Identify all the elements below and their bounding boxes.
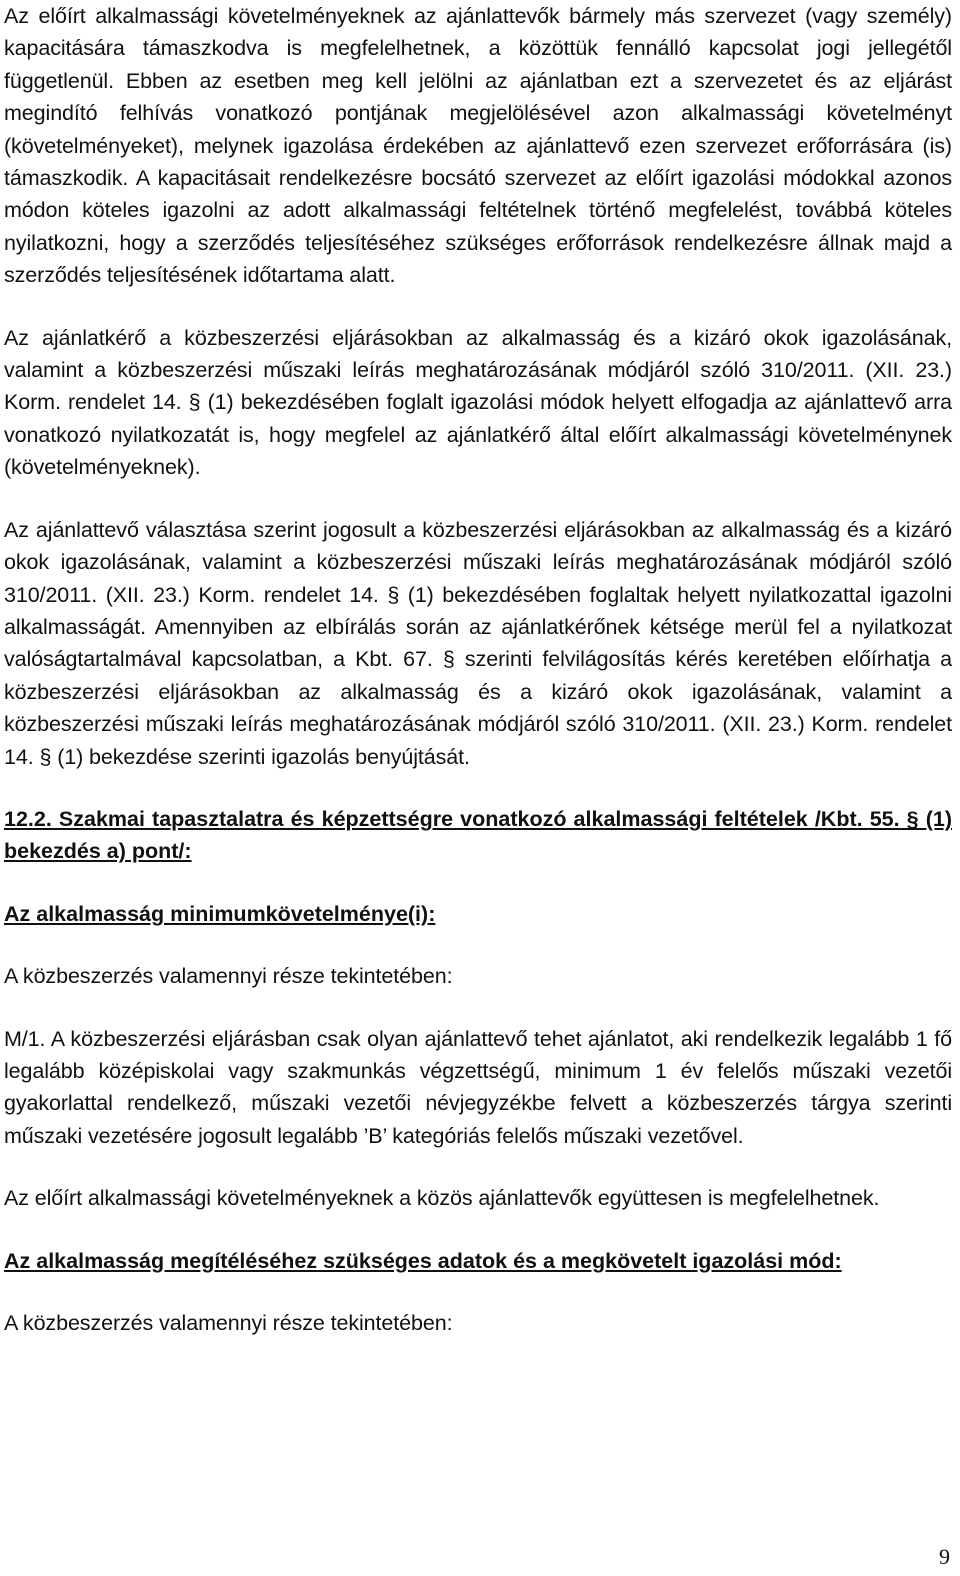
spacer — [4, 292, 952, 322]
spacer — [4, 1215, 952, 1245]
paragraph-capacity-reliance: Az előírt alkalmassági követelményeknek az ajánlattevők bármely más szervezet (vagy személy) kapacitására támaszkodva is megfelelhetnek, a közöttük fennálló kapcsolat jogi jellegétől függetlenül. Ebben az esetben meg kell jelölni az ajánlatban ezt a szervezetet és az eljárást megindító felhívás vonatkozó pontjának megjelölésével azon alkalmassági követelményt (követelményeket), melynek igazolása érdekében az ajánlattevő ezen szervezet erőforrására (is) támaszkodik. A kapacitásait rendelkezésre bocsátó szervezet az előírt igazolási módokkal azonos módon köteles igazolni az adott alkalmassági feltételnek történő megfelelést, továbbá köteles nyilatkozni, hogy a szerződés teljesítéséhez szükséges erőforrások rendelkezésre állnak majd a szerződés teljesítésének időtartama alatt. — [4, 4, 952, 288]
spacer — [4, 1277, 952, 1307]
paragraph-declaration-acceptance: Az ajánlatkérő a közbeszerzési eljárásokban az alkalmasság és a kizáró okok igazolásának, valamint a közbeszerzési műszaki leírás meghatározásának módjáról szóló 310/2011. (XII. 23.) Korm. rendelet 14. § (1) bekezdésében foglalt igazolási módok helyett elfogadja az ajánlattevő arra vonatkozó nyilatkozatát is, hogy megfelel az ajánlatkérő által előírt alkalmassági követelménynek (követelményeknek). — [4, 325, 952, 480]
section-heading-minimum-requirements: Az alkalmasság minimumkövetelménye(i): — [4, 901, 436, 926]
paragraph-scope-all-parts: A közbeszerzés valamennyi része tekintetében: — [4, 964, 453, 989]
paragraph-m1-requirement: M/1. A közbeszerzési eljárásban csak olyan ajánlattevő tehet ajánlatot, aki rendelkezik legalább 1 fő legalább középiskolai vagy szakmunkás végzettségű, minimum 1 év felelős műszaki vezetői gyakorlattal rendelkező, műszaki vezetői névjegyzékbe felvett a közbeszerzés tárgya szerinti műszaki vezetésére jogosult legalább ’B’ kategóriás felelős műszaki vezetővel. — [4, 1026, 952, 1148]
document-page — [4, 0, 952, 1339]
paragraph-scope-all-parts-2: A közbeszerzés valamennyi része tekintetében: — [4, 1311, 453, 1335]
spacer — [4, 930, 952, 960]
spacer — [4, 868, 952, 898]
spacer — [4, 993, 952, 1023]
section-heading-professional-experience: 12.2. Szakmai tapasztalatra és képzettségre vonatkozó alkalmassági feltételek /Kbt. 55. § (1) bekezdés a) pont/: — [4, 806, 952, 864]
spacer — [4, 484, 952, 514]
page-number: 9 — [939, 1544, 950, 1569]
paragraph-joint-bidders: Az előírt alkalmassági követelményeknek a közös ajánlattevők együttesen is megfelelhetnek. — [4, 1186, 880, 1211]
section-heading-required-data: Az alkalmasság megítéléséhez szükséges adatok és a megkövetelt igazolási mód: — [4, 1248, 842, 1273]
spacer — [4, 773, 952, 803]
paragraph-bidder-choice: Az ajánlattevő választása szerint jogosult a közbeszerzési eljárásokban az alkalmasság és a kizáró okok igazolásának, valamint a közbeszerzési műszaki leírás meghatározásának módjáról szóló 310/2011. (XII. 23.) Korm. rendelet 14. § (1) bekezdésében foglaltak helyett nyilatkozattal igazolni alkalmasságát. Amennyiben az elbírálás során az ajánlatkérőnek kétsége merül fel a nyilatkozat valóságtartalmával kapcsolatban, a Kbt. 67. § szerinti felvilágosítás kérés keretében előírhatja a közbeszerzési eljárásokban az alkalmasság és a kizáró okok igazolásának, valamint a közbeszerzési műszaki leírás meghatározásának módjáról szóló 310/2011. (XII. 23.) Korm. rendelet 14. § (1) bekezdése szerinti igazolás benyújtását. — [4, 517, 952, 769]
spacer — [4, 1152, 952, 1182]
